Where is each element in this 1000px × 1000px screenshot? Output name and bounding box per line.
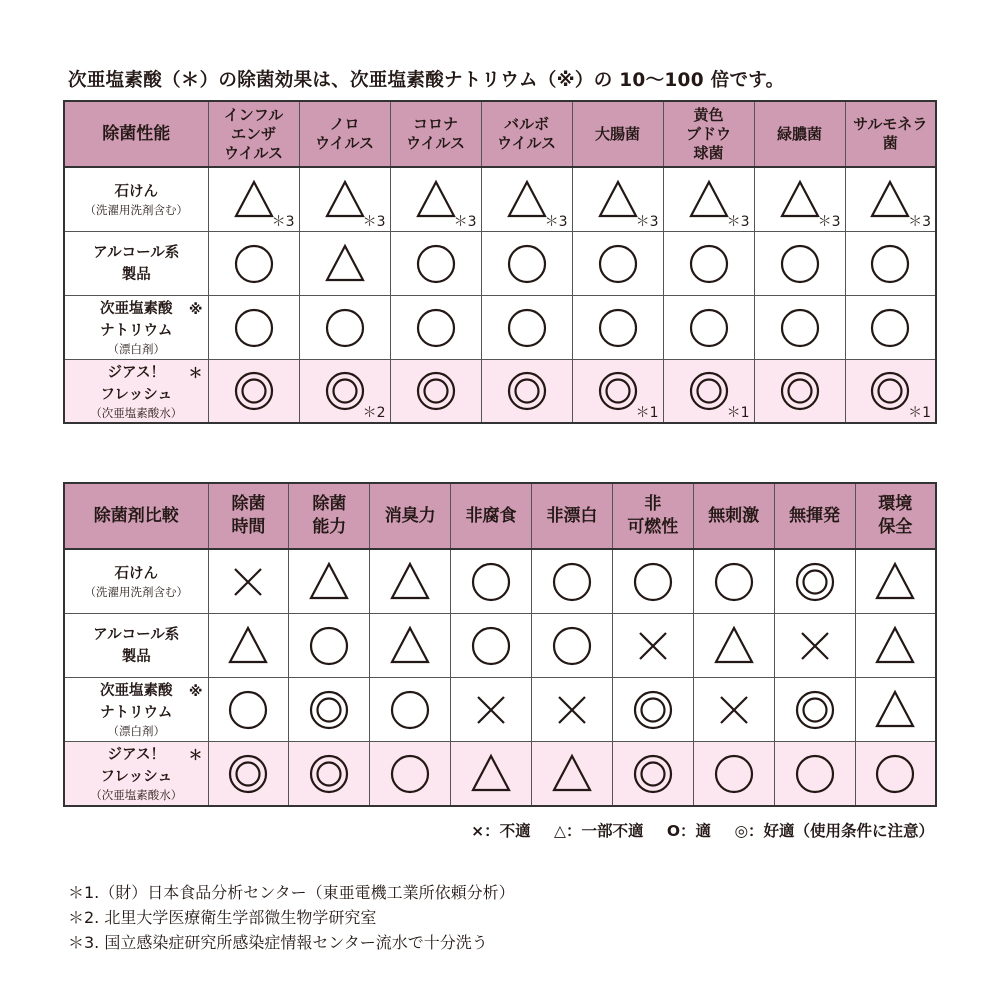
row-label-subtitle: （洗濯用洗剤含む） [84,585,188,599]
footnotes [68,880,515,955]
circle-icon [712,752,756,796]
double-circle-icon [307,752,351,796]
double-circle-icon [778,369,822,413]
circle-icon [687,306,731,350]
circle-icon [232,306,276,350]
row-label [64,360,208,424]
rating-cell [532,678,613,742]
footnote-ref: ＊3 [362,214,386,230]
row-label-mark: ＊ [188,748,203,764]
circle-icon [226,688,270,732]
footnote-ref: ＊3 [908,214,931,230]
rating-cell [572,360,663,424]
rating-cell [612,549,693,614]
triangle-icon [687,178,731,222]
rating-cell [532,742,613,807]
triangle-icon [388,624,432,668]
circle-icon [550,560,594,604]
table2-column-header: 除菌 時間 [208,483,289,549]
table2-column-header: 非漂白 [532,483,613,549]
table2-corner-header: 除菌剤比較 [64,483,208,549]
double-circle-icon [596,369,640,413]
double-circle-icon [226,752,270,796]
cross-icon [712,688,756,732]
double-circle-icon [631,688,675,732]
row-label [64,296,208,360]
rating-cell [754,360,845,424]
rating-cell [612,742,693,807]
double-circle-icon [307,688,351,732]
triangle-icon [232,178,276,222]
rating-cell [845,360,936,424]
rating-cell [855,742,936,807]
circle-icon [307,624,351,668]
row-label [64,742,208,807]
table1-header-row [64,101,936,167]
circle-icon [505,306,549,350]
double-circle-icon [505,369,549,413]
circle-icon [505,242,549,286]
triangle-icon [226,624,270,668]
circle-icon [778,242,822,286]
legend-double-circle: ◎：好適（使用条件に注意） [734,822,934,840]
row-label-text: ジアス！ フレッシュ [100,364,172,403]
circle-icon [868,306,912,350]
rating-cell [572,232,663,296]
circle-icon [631,560,675,604]
rating-cell [663,232,754,296]
row-label-subtitle: （漂白剤） [107,342,165,356]
rating-cell [532,614,613,678]
rating-cell [532,549,613,614]
row-label-subtitle: （漂白剤） [107,724,165,738]
rating-cell [754,232,845,296]
row-label-mark: ※ [188,302,203,318]
triangle-icon [868,178,912,222]
row-label-subtitle: （次亜塩素酸水） [90,788,183,802]
row-label-text: 次亜塩素酸 ナトリウム [100,301,173,339]
table-row [64,296,936,360]
row-label-mark: ※ [188,684,203,700]
double-circle-icon [631,752,675,796]
rating-cell [208,167,299,232]
rating-cell [289,742,370,807]
row-label [64,549,208,614]
rating-cell [289,678,370,742]
legend [453,819,934,841]
rating-cell [774,614,855,678]
footnote-ref: ＊3 [271,214,295,230]
rating-cell [208,549,289,614]
row-label-text: 次亜塩素酸 ナトリウム [100,683,173,721]
circle-icon [414,242,458,286]
rating-cell [693,678,774,742]
table1-corner-header: 除菌性能 [64,101,208,167]
double-circle-icon [793,560,837,604]
rating-cell [481,232,572,296]
rating-cell [370,549,451,614]
rating-cell [390,167,481,232]
table-row [64,742,936,807]
table2-column-header: 非 可燃性 [612,483,693,549]
rating-cell [572,167,663,232]
rating-cell [855,678,936,742]
footnote-ref: ＊3 [726,214,750,230]
rating-cell [289,549,370,614]
rating-cell [208,614,289,678]
triangle-icon [778,178,822,222]
row-label [64,167,208,232]
table-row [64,360,936,424]
table1-column-header: 黄色 ブドウ 球菌 [663,101,754,167]
table-row [64,549,936,614]
table2-column-header: 無揮発 [774,483,855,549]
circle-icon [873,752,917,796]
row-label-text: ジアス！ フレッシュ [100,747,172,785]
triangle-icon [414,178,458,222]
rating-cell [370,614,451,678]
double-circle-icon [868,369,912,413]
row-label [64,232,208,296]
row-label-subtitle: （次亜塩素酸水） [90,405,183,420]
rating-cell [208,296,299,360]
rating-cell [451,549,532,614]
rating-cell [208,742,289,807]
disinfectant-comparison-table [63,482,937,807]
footnote-ref: ＊3 [544,214,568,230]
rating-cell [612,678,693,742]
rating-cell [693,549,774,614]
circle-icon [687,242,731,286]
table2-column-header: 除菌 能力 [289,483,370,549]
table1-column-header: バルボ ウイルス [481,101,572,167]
rating-cell [855,549,936,614]
circle-icon [596,306,640,350]
triangle-icon [469,752,513,796]
triangle-icon [712,624,756,668]
footnote-3: ＊3. 国立感染症研究所感染症情報センター流水で十分洗う [68,933,488,952]
cross-icon [226,560,270,604]
table2-column-header: 消臭力 [370,483,451,549]
row-label-text: アルコール系 製品 [93,244,180,283]
row-label-text: 石けん [114,184,158,200]
triangle-icon [388,560,432,604]
cross-icon [550,688,594,732]
legend-circle: O：適 [666,822,712,840]
rating-cell [299,167,390,232]
triangle-icon [323,178,367,222]
rating-cell [663,360,754,424]
circle-icon [388,688,432,732]
table1-column-header: サルモネラ 菌 [845,101,936,167]
cross-icon [631,624,675,668]
rating-cell [845,167,936,232]
triangle-icon [550,752,594,796]
footnote-ref: ＊2 [362,405,386,421]
rating-cell [390,232,481,296]
table-row [64,678,936,742]
rating-cell [451,678,532,742]
double-circle-icon [793,688,837,732]
rating-cell [845,296,936,360]
rating-cell [693,614,774,678]
rating-cell [370,678,451,742]
row-label [64,678,208,742]
circle-icon [778,306,822,350]
circle-icon [469,624,513,668]
footnote-2: ＊2. 北里大学医療衛生学部微生物学研究室 [68,908,377,927]
circle-icon [868,242,912,286]
table1-column-header: インフル エンザ ウイルス [208,101,299,167]
footnote-ref: ＊1 [726,405,750,421]
rating-cell [663,296,754,360]
rating-cell [299,296,390,360]
triangle-icon [323,242,367,286]
rating-cell [208,232,299,296]
rating-cell [572,296,663,360]
rating-cell [289,614,370,678]
double-circle-icon [414,369,458,413]
rating-cell [208,678,289,742]
rating-cell [754,296,845,360]
rating-cell [451,742,532,807]
circle-icon [469,560,513,604]
footnote-1: ＊1.（財）日本食品分析センター（東亜電機工業所依頼分析） [68,883,515,902]
table-row [64,614,936,678]
triangle-icon [505,178,549,222]
row-label-subtitle: （洗濯用洗剤含む） [84,203,188,217]
table2-column-header: 非腐食 [451,483,532,549]
rating-cell [390,360,481,424]
rating-cell [481,167,572,232]
row-label-text: アルコール系 製品 [93,626,180,665]
table-row [64,232,936,296]
rating-cell [451,614,532,678]
footnote-ref: ＊3 [817,214,841,230]
footnote-ref: ＊1 [908,405,931,421]
triangle-icon [873,624,917,668]
legend-cross: ×：不適 [471,822,531,840]
legend-triangle: △：一部不適 [554,822,644,840]
circle-icon [793,752,837,796]
table2-column-header: 環境 保全 [855,483,936,549]
table1-body [64,167,936,423]
table1-column-header: 緑膿菌 [754,101,845,167]
row-label [64,614,208,678]
circle-icon [323,306,367,350]
triangle-icon [873,560,917,604]
circle-icon [550,624,594,668]
table1-column-header: ノロ ウイルス [299,101,390,167]
table2-body [64,549,936,806]
circle-icon [388,752,432,796]
rating-cell [370,742,451,807]
rating-cell [390,296,481,360]
table-row [64,167,936,232]
triangle-icon [873,688,917,732]
footnote-ref: ＊1 [635,405,659,421]
rating-cell [299,360,390,424]
footnote-ref: ＊3 [453,214,477,230]
rating-cell [845,232,936,296]
circle-icon [596,242,640,286]
sterilization-performance-table [63,100,937,424]
rating-cell [299,232,390,296]
triangle-icon [596,178,640,222]
rating-cell [855,614,936,678]
cross-icon [793,624,837,668]
rating-cell [481,360,572,424]
rating-cell [693,742,774,807]
double-circle-icon [687,369,731,413]
table2-column-header: 無刺激 [693,483,774,549]
rating-cell [481,296,572,360]
table2-header-row [64,483,936,549]
table1-column-header: 大腸菌 [572,101,663,167]
rating-cell [774,678,855,742]
rating-cell [774,549,855,614]
footnote-ref: ＊3 [635,214,659,230]
circle-icon [712,560,756,604]
double-circle-icon [323,369,367,413]
page-title: 次亜塩素酸（＊）の除菌効果は、次亜塩素酸ナトリウム（※）の 10～100 倍です。 [68,70,785,91]
rating-cell [663,167,754,232]
rating-cell [754,167,845,232]
cross-icon [469,688,513,732]
triangle-icon [307,560,351,604]
circle-icon [414,306,458,350]
table1-column-header: コロナ ウイルス [390,101,481,167]
rating-cell [208,360,299,424]
row-label-mark: ＊ [188,366,203,382]
rating-cell [774,742,855,807]
row-label-text: 石けん [114,566,158,582]
double-circle-icon [232,369,276,413]
circle-icon [232,242,276,286]
rating-cell [612,614,693,678]
